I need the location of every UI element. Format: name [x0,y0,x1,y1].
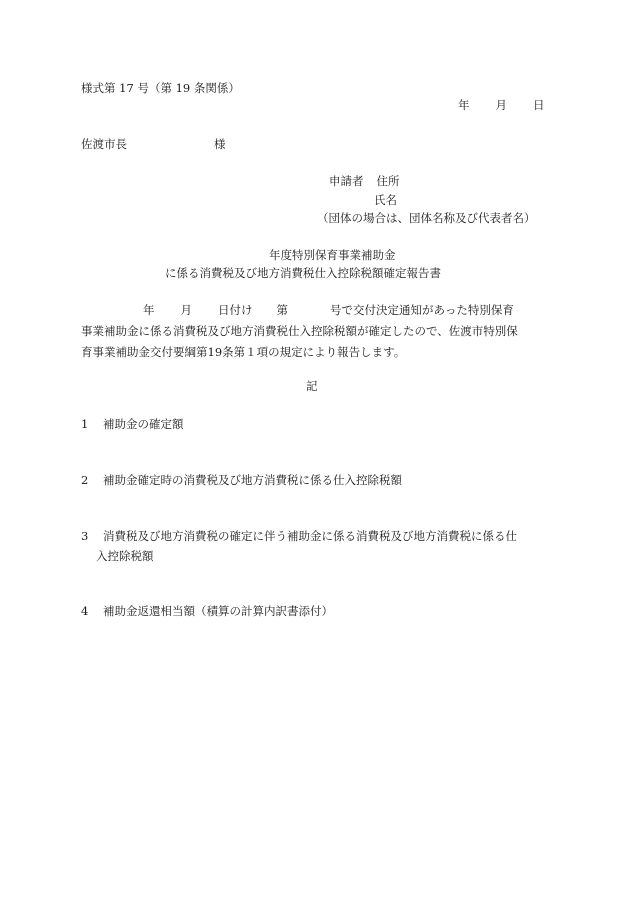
item-number: 3 [81,529,89,543]
form-number-label: 様式第 17 号（第 19 条関係） [81,81,240,95]
date-line [458,99,545,113]
item-number: 2 [81,473,89,487]
addressee-line [81,138,226,152]
body-month-label: 月 [180,303,192,317]
date-month-label: 月 [495,98,507,112]
list-item [81,418,184,432]
date-day-label: 日 [533,98,545,112]
group-note: （団体の場合は、団体名称及び代表者名） [317,211,536,225]
item-text: 消費税及び地方消費税の確定に伴う補助金に係る消費税及び地方消費税に係る仕 [103,529,517,543]
report-title-line2: に係る消費税及び地方消費税仕入控除税額確定報告書 [165,266,441,280]
date-year-label: 年 [458,98,470,112]
item-text-continued: 入控除税額 [96,549,154,563]
body-line-1 [143,304,514,318]
address-label: 住所 [376,174,400,188]
list-item [81,474,402,488]
item-text: 補助金の確定額 [103,417,184,431]
report-title-line1: 年度特別保育事業補助金 [269,248,396,262]
body-dated-label: 日付け [218,303,253,317]
body-line-2: 事業補助金に係る消費税及び地方消費税仕入控除税額が確定したので、佐渡市特別保 [81,324,518,338]
body-line-3: 育事業補助金交付要綱第19条第１項の規定により報告します。 [81,345,406,359]
applicant-label: 申請者 [329,174,364,188]
item-text: 補助金確定時の消費税及び地方消費税に係る仕入控除税額 [103,473,402,487]
applicant-address-line [329,175,400,189]
body-year-label: 年 [143,303,155,317]
list-item [81,530,517,544]
item-text: 補助金返還相当額（積算の計算内訳書添付） [103,604,333,618]
item-number: 4 [81,604,89,618]
item-number: 1 [81,417,89,431]
addressee-honorific: 様 [214,137,226,151]
addressee: 佐渡市長 [81,137,127,151]
name-label: 氏名 [374,193,397,207]
list-item [81,605,333,619]
body-line1-rest: 号で交付決定通知があった特別保育 [330,303,514,317]
ki-heading: 記 [306,379,318,393]
body-number-prefix: 第 [276,303,288,317]
